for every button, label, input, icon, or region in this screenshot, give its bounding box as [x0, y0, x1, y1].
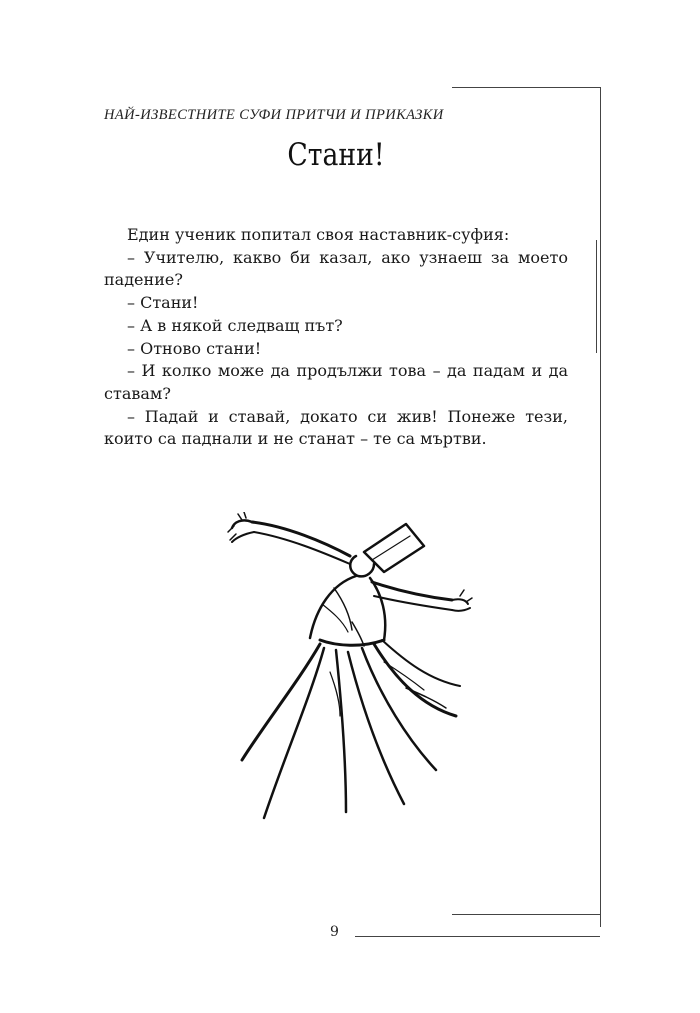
chapter-title: Стани!: [287, 137, 385, 173]
paragraph: – Учителю, какво би казал, ако узнаеш за моето падение?: [104, 247, 568, 290]
frame-inner-rule: [596, 240, 597, 353]
paragraph: – Отново стани!: [127, 338, 262, 358]
frame-top-rule: [452, 87, 601, 88]
folio-rule: [355, 936, 600, 937]
frame-bottom-rule: [452, 914, 601, 915]
running-head: НАЙ-ИЗВЕСТНИТЕ СУФИ ПРИТЧИ И ПРИКАЗКИ: [104, 107, 444, 123]
page-number: 9: [330, 924, 339, 940]
paragraph: Един ученик попитал своя наставник-суфия:: [127, 225, 510, 244]
paragraph: – И колко може да продължи това – да падам и да ставам?: [104, 361, 568, 403]
paragraph: – Падай и ставай, докато си жив! Понеже тези, които са паднали и не станат – те са мъртви.: [104, 406, 568, 449]
frame-right-rule: [600, 87, 601, 927]
story-text: [104, 224, 568, 451]
whirling-dervish-icon: [224, 512, 474, 822]
paragraph: – А в някой следващ път?: [127, 315, 343, 335]
paragraph: – Стани!: [127, 293, 199, 313]
